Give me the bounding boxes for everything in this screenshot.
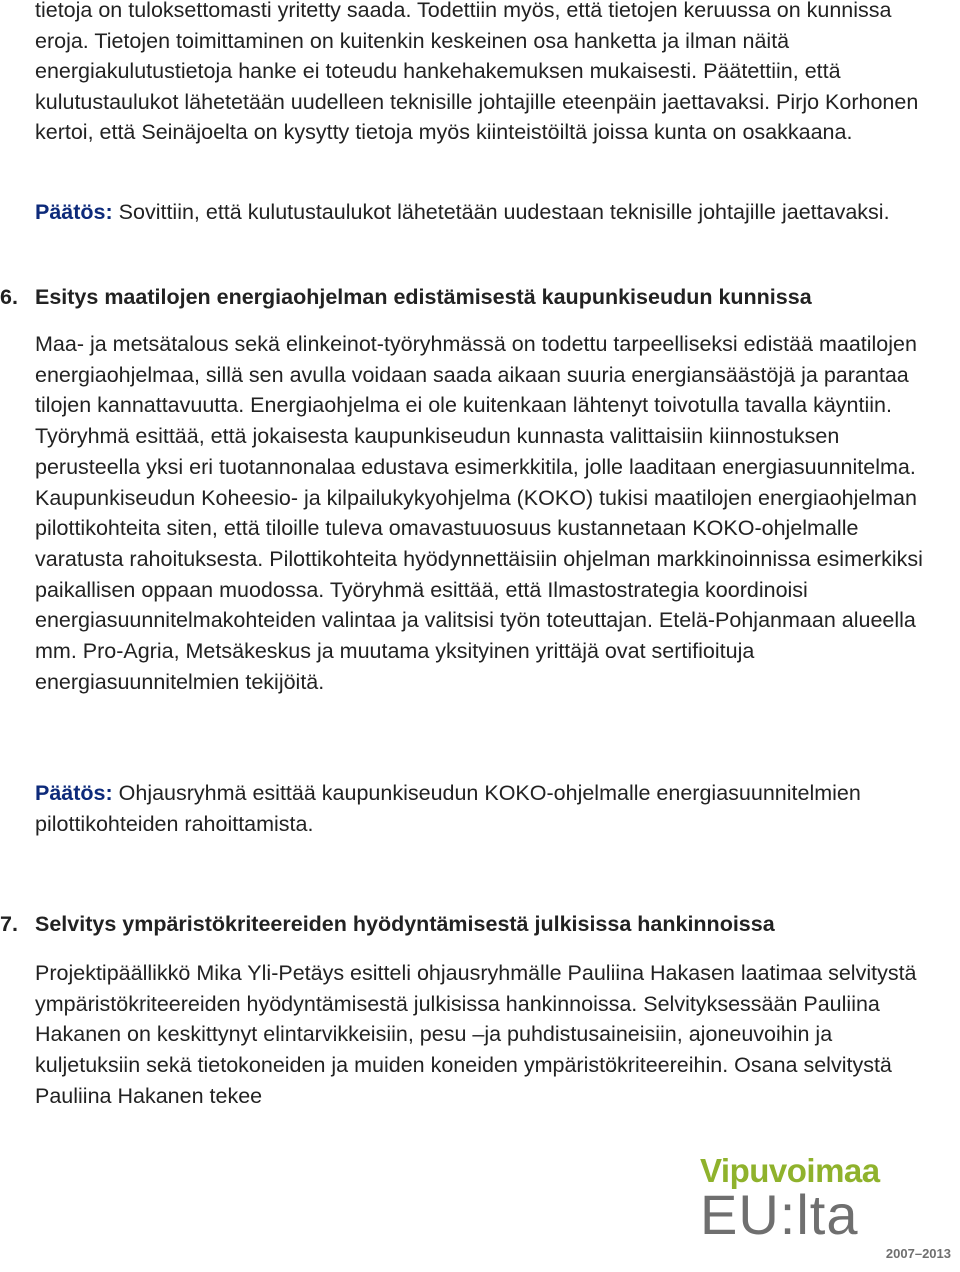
logo-years: 2007–2013: [885, 1246, 951, 1261]
decision-label: Päätös:: [35, 200, 113, 224]
decision-paragraph-1: [35, 197, 935, 228]
decision-label: Päätös:: [35, 781, 113, 805]
section-title: Selvitys ympäristökriteereiden hyödyntämisestä julkisissa hankinnoissa: [35, 912, 775, 936]
decision-text: Sovittiin, että kulutustaulukot lähetetään uudestaan teknisille johtajille jaettavaksi.: [112, 200, 890, 224]
paragraph-environment-criteria: Projektipäällikkö Mika Yli-Petäys esitteli ohjausryhmälle Pauliina Hakasen laatimaa selvitystä ympäristökriteereiden hyödyntämisestä julkisissa hankinnoissa. Selvityksessään Pauliina Hakanen on keskittynyt elintarvikkeisiin, pesu –ja puhdistusaineisiin, ajoneuvoihin ja kuljetuksiin sekä tietokoneiden ja muiden koneiden ympäristökriteereihin. Osana selvitystä Pauliina Hakanen tekee: [35, 961, 917, 1108]
decision-text: Ohjausryhmä esittää kaupunkiseudun KOKO-ohjelmalle energiasuunnitelmien pilottikohteiden rahoittamista.: [35, 781, 861, 836]
section-number: 7.: [0, 912, 18, 936]
decision-paragraph-2: [35, 778, 935, 839]
paragraph-farm-energy: Maa- ja metsätalous sekä elinkeinot-työryhmässä on todettu tarpeelliseksi edistää maatilojen energiaohjelmaa, sillä sen avulla voidaan saada aikaan suuria energiansäästöjä ja parantaa tilojen kannattavuutta. Energiaohjelma ei ole kuitenkaan lähtenyt toivotulla tavalla käyntiin. Työryhmä esittää, että jokaisesta kaupunkiseudun kunnasta valittaisiin kiinnostuksen perusteella yksi eri tuotannonalaa edustava esimerkkitila, jolle laaditaan energiasuunnitelma. Kaupunkiseudun Koheesio- ja kilpailukykyohjelma (KOKO) tukisi maatilojen energiaohjelman pilottikohteita siten, että tiloille tuleva omavastuuosuus kustannetaan KOKO-ohjelmalle varatusta rahoituksesta. Pilottikohteita hyödynnettäisiin ohjelman markkinoinnissa esimerkiksi paikallisen oppaan muodossa. Työryhmä esittää, että Ilmastostrategia koordinoisi energiasuunnitelmakohteiden valintaa ja valitsisi työn toteuttajan. Etelä-Pohjanmaan alueella mm. Pro-Agria, Metsäkeskus ja muutama yksityinen yrittäjä ovat sertifioituja energiasuunnitelmien tekijöitä.: [35, 332, 923, 694]
vipuvoimaa-eu-logo: [700, 1152, 955, 1268]
paragraph-energy-data: tietoja on tuloksettomasti yritetty saada. Todettiin myös, että tietojen keruussa on kunnissa eroja. Tietojen toimittaminen on kuitenkin keskeinen osa hanketta ja ilman näitä energiakulutustietoja hanke ei toteudu hankehakemuksen mukaisesti. Päätettiin, että kulutustaulukot lähetetään uudelleen teknisille johtajille eteenpäin jaettavaksi. Pirjo Korhonen kertoi, että Seinäjoelta on kysytty tietoja myös kiinteistöiltä joissa kunta on osakkaana.: [35, 0, 919, 144]
section-title: Esitys maatilojen energiaohjelman edistämisestä kaupunkiseudun kunnissa: [35, 285, 812, 309]
section-number: 6.: [0, 285, 18, 309]
logo-line-1: Vipuvoimaa: [700, 1152, 880, 1189]
logo-line-2: EU:lta: [700, 1183, 859, 1246]
